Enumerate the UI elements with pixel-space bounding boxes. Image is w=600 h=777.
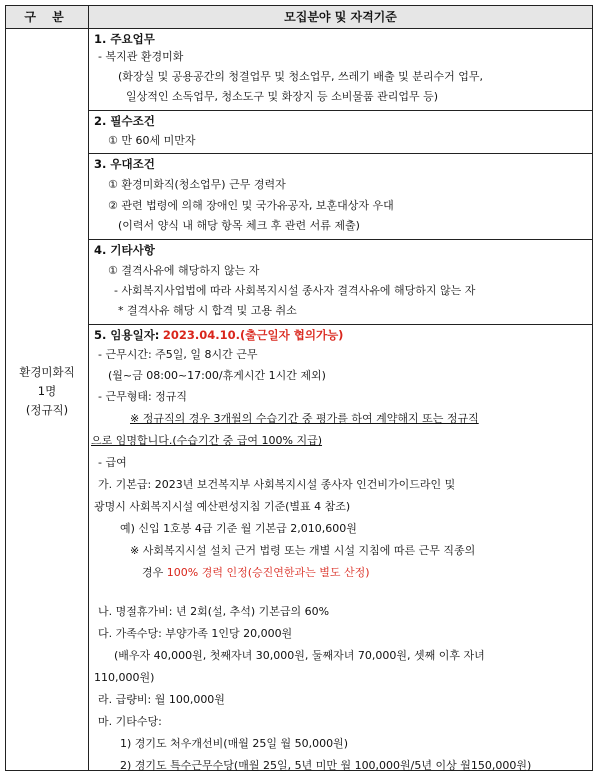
divider [89, 239, 592, 240]
s5-line6: - 급여 [98, 456, 127, 469]
s5-line3: - 근무형태: 정규직 [98, 390, 188, 403]
header-category: 구 분 [6, 6, 89, 28]
s5-line18: 1) 경기도 처우개선비(매월 25일 월 50,000원) [120, 737, 348, 750]
s5-line7: 가. 기본급: 2023년 보건복지부 사회복지시설 종사자 인건비가이드라인 및 [98, 478, 456, 491]
s5-line15: 110,000원) [94, 671, 155, 684]
s5-line14: (배우자 40,000원, 첫째자녀 30,000원, 둘째자녀 70,000원, 셋째 이후 자녀 [114, 649, 485, 662]
s4-line1: ① 결격사유에 해당하지 않는 자 [108, 264, 260, 277]
s5-line2: (월~금 08:00~17:00/휴게시간 1시간 제외) [108, 369, 326, 382]
category-type: (정규직) [25, 403, 69, 417]
s4-line2: - 사회복지사업법에 따라 사회복지시설 종사자 결격사유에 해당하지 않는 자 [114, 284, 476, 297]
section-4-title: 4. 기타사항 [94, 243, 155, 257]
section-1-title: 1. 주요업무 [94, 32, 155, 46]
s3-line1: ① 환경미화직(청소업무) 근무 경력자 [108, 178, 286, 191]
s1-line3: 일상적인 소독업무, 청소도구 및 화장지 등 소비물품 관리업무 등) [126, 90, 439, 103]
s5-line11-prefix: 경우 [142, 566, 167, 579]
s1-line2: (화장실 및 공용공간의 청결업무 및 청소업무, 쓰레기 배출 및 분리수거 업무, [118, 70, 484, 83]
career-recognition: 100% 경력 인정(승진연한과는 별도 산정) [166, 566, 370, 579]
category-title: 환경미화직 [19, 365, 75, 379]
s5-line17: 마. 기타수당: [98, 715, 162, 728]
start-date: 2023.04.10.(출근일자 협의가능) [162, 328, 344, 342]
s5-line12: 나. 명절휴가비: 년 2회(설, 추석) 기본급의 60% [98, 605, 330, 618]
s4-line3: * 결격사유 해당 시 합격 및 고용 취소 [118, 304, 297, 317]
section-5-heading [94, 326, 586, 346]
s5-line10: ※ 사회복지시설 설치 근거 법령 또는 개별 시설 지침에 따른 근무 직종의 [130, 544, 476, 557]
category-label [6, 363, 88, 420]
s5-line9: 예) 신입 1호봉 4급 기준 월 기본급 2,010,600원 [120, 522, 357, 535]
s3-line3: (이력서 양식 내 해당 항목 체크 후 관련 서류 제출) [118, 219, 360, 232]
section-5-title: 5. 임용일자: [94, 328, 160, 342]
s5-line19: 2) 경기도 특수근무수당(매월 25일, 5년 미만 월 100,000원/5년 이상 월150,000원) [120, 759, 532, 772]
s5-line8: 광명시 사회복지시설 예산편성지침 기준(별표 4 참조) [94, 500, 351, 513]
section-2-title: 2. 필수조건 [94, 114, 155, 128]
divider [89, 110, 592, 111]
header-criteria: 모집분야 및 자격기준 [284, 10, 397, 24]
recruitment-table [5, 5, 593, 771]
section-3-title: 3. 우대조건 [94, 157, 155, 171]
s5-line5: 으로 임명합니다.(수습기간 중 급여 100% 지급) [91, 434, 323, 447]
s5-line13: 다. 가족수당: 부양가족 1인당 20,000원 [98, 627, 293, 640]
table-header [6, 6, 592, 29]
divider [89, 153, 592, 154]
s1-line1: - 복지관 환경미화 [98, 50, 184, 63]
s5-line1: - 근무시간: 주5일, 일 8시간 근무 [98, 348, 258, 361]
category-cell [6, 28, 89, 770]
s2-line1: ① 만 60세 미만자 [108, 134, 196, 147]
criteria-cell [91, 30, 586, 772]
category-count: 1명 [37, 384, 57, 398]
s5-line11 [142, 564, 586, 584]
s3-line2: ② 관련 법령에 의해 장애인 및 국가유공자, 보훈대상자 우대 [108, 199, 394, 212]
s5-line4: ※ 정규직의 경우 3개월의 수습기간 중 평가를 하여 계약해지 또는 정규직 [130, 412, 479, 425]
s5-line16: 라. 급량비: 월 100,000원 [98, 693, 225, 706]
divider [89, 324, 592, 325]
